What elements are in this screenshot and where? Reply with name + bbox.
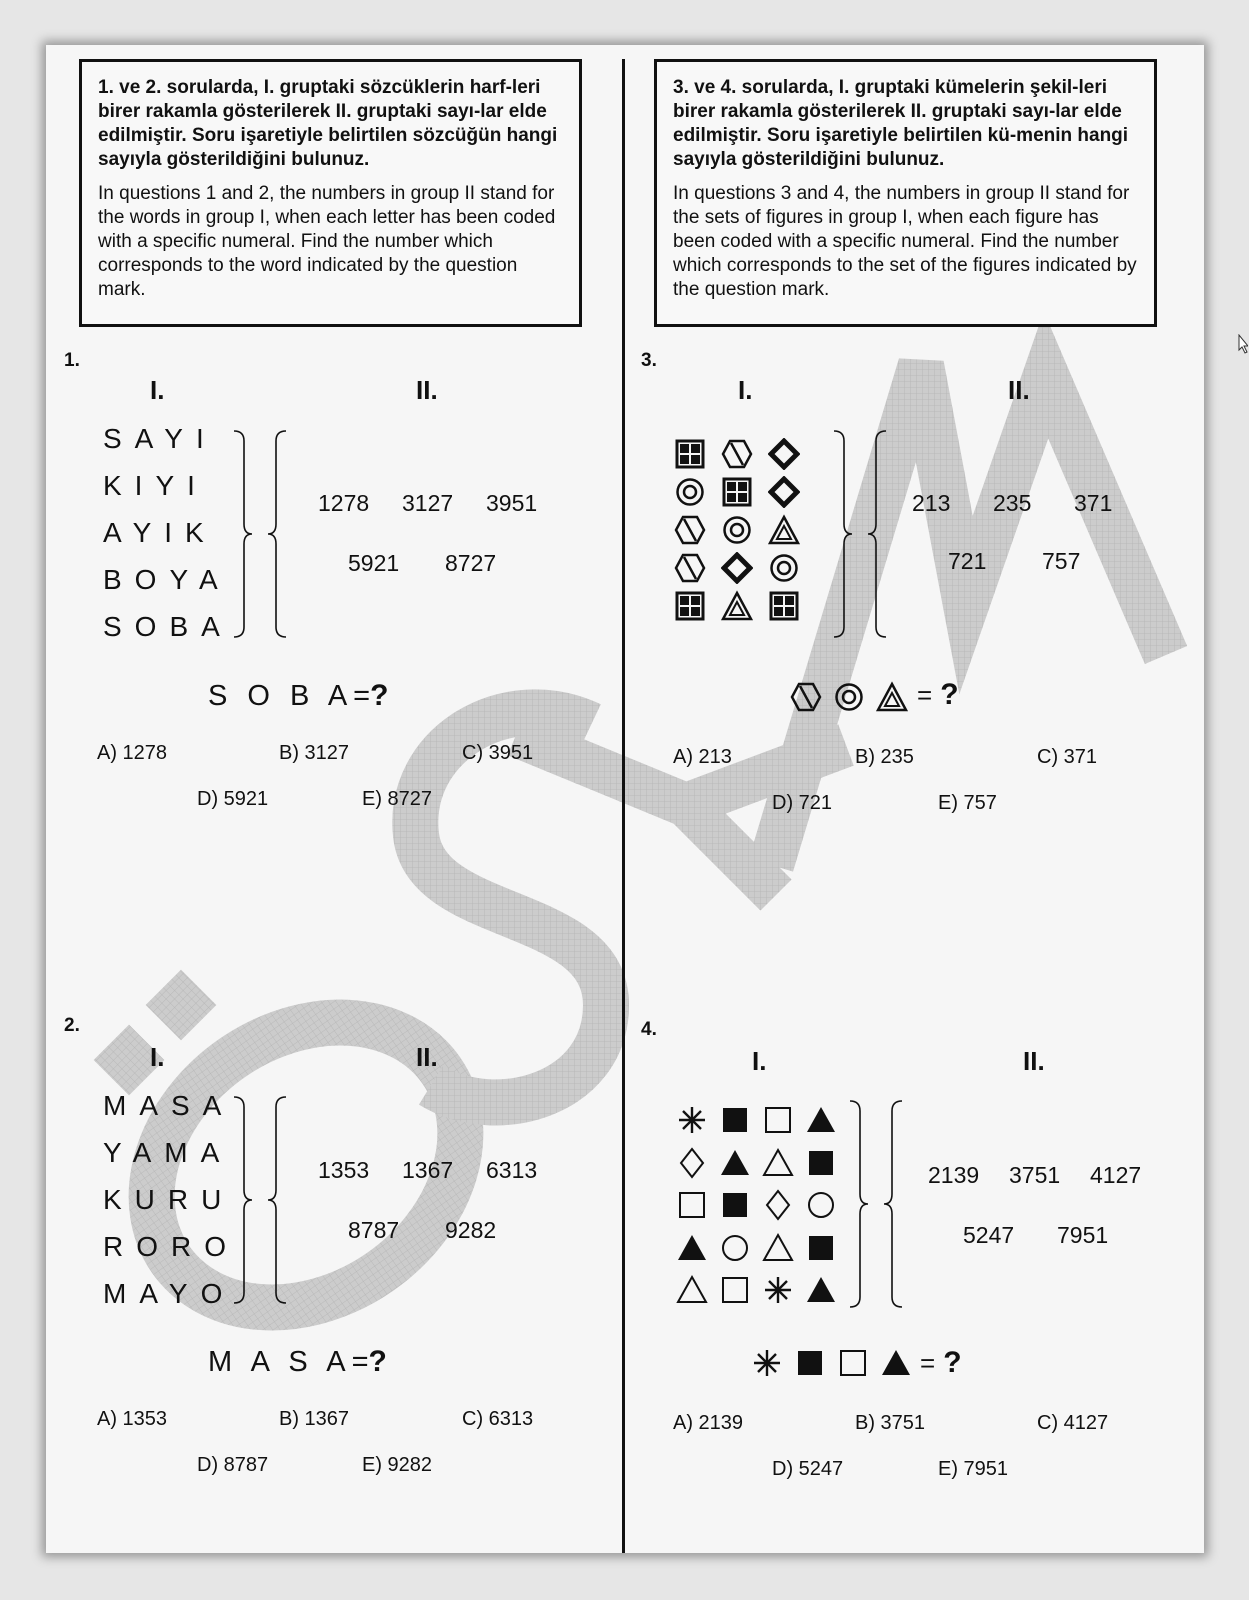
boxed-cross-icon — [674, 590, 706, 622]
q2-question-line — [208, 1345, 387, 1379]
triangle-outline-icon — [762, 1147, 794, 1179]
square-outline-icon — [762, 1104, 794, 1136]
boxed-cross-icon — [721, 476, 753, 508]
q1-equals: = — [353, 680, 371, 712]
q3-group1-heading: I. — [738, 375, 753, 405]
q2-option-d[interactable]: D) 8787 — [197, 1454, 269, 1476]
square-filled-icon — [794, 1347, 826, 1379]
diamond-outline-icon — [762, 1189, 794, 1221]
right-instructions-tr: 3. ve 4. sorularda, I. gruptaki kümelerin şekil-leri birer rakamla gösterilerek II. gruptaki sayı-lar elde edilmiştir. Soru işaretiyle belirtilen kü-menin hangi sayıyla gösterildiğini bulunuz. — [673, 77, 1129, 170]
q1-option-b[interactable]: B) 3127 — [279, 742, 350, 764]
triangle-filled-icon — [719, 1147, 751, 1179]
boxed-cross-icon — [674, 438, 706, 470]
double-circle-icon — [674, 476, 706, 508]
q4-number-value: 3751 — [1009, 1162, 1061, 1188]
q1-question-line — [208, 679, 388, 713]
q2-option-a[interactable]: A) 1353 — [97, 1408, 168, 1430]
double-circle-icon — [768, 552, 800, 584]
q3-number-value: 757 — [1042, 548, 1081, 574]
double-circle-icon — [721, 514, 753, 546]
q4-option-d[interactable]: D) 5247 — [772, 1458, 844, 1480]
triangle-outline-icon — [676, 1274, 708, 1306]
asterisk-icon — [676, 1104, 708, 1136]
q4-option-b[interactable]: B) 3751 — [855, 1412, 926, 1434]
q3-option-d[interactable]: D) 721 — [772, 792, 833, 814]
q4-number-value: 2139 — [928, 1162, 980, 1188]
q1-braces — [230, 429, 290, 639]
diamond-outline-icon — [676, 1147, 708, 1179]
circle-outline-icon — [805, 1189, 837, 1221]
q1-option-c[interactable]: C) 3951 — [462, 742, 534, 764]
q2-braces — [230, 1095, 290, 1305]
q2-number-value: 6313 — [486, 1157, 538, 1183]
q1-number: 1. — [64, 350, 80, 371]
right-instructions-en: In questions 3 and 4, the numbers in group II stand for the sets of figures in group I, when each figure has been coded with a specific numeral. Find the number which corresponds to the set of the figures indicated by the question mark. — [673, 183, 1137, 300]
q1-option-a[interactable]: A) 1278 — [97, 742, 168, 764]
q2-number-value: 1367 — [402, 1157, 454, 1183]
q1-group1-heading: I. — [150, 375, 165, 405]
q2-group2-heading: II. — [416, 1042, 438, 1072]
q1-word: KIYI — [103, 470, 208, 501]
cursor-icon — [1238, 334, 1248, 354]
triangle-filled-icon — [805, 1274, 837, 1306]
boxed-cross-icon — [768, 590, 800, 622]
q1-option-d[interactable]: D) 5921 — [197, 788, 269, 810]
hexagon-slash-icon — [790, 681, 822, 713]
left-instructions-tr: 1. ve 2. sorularda, I. gruptaki sözcüklerin harf-leri birer rakamla gösterilerek II. gruptaki sayı-lar elde edilmiştir. Soru işaretiyle belirtilen sözcüğün hangi sayıyla gösterildiğini bulunuz. — [98, 77, 558, 170]
q2-number: 2. — [64, 1015, 80, 1036]
square-filled-icon — [805, 1147, 837, 1179]
hexagon-slash-icon — [721, 438, 753, 470]
q2-question-mark: ? — [368, 1345, 387, 1378]
q4-number: 4. — [641, 1019, 657, 1040]
q4-number-value: 7951 — [1057, 1222, 1109, 1248]
q4-group2-heading: II. — [1023, 1046, 1045, 1076]
q2-equals: = — [351, 1346, 369, 1378]
q2-number-value: 8787 — [348, 1217, 400, 1243]
hexagon-slash-icon — [674, 514, 706, 546]
hexagon-slash-icon — [674, 552, 706, 584]
q1-number-value: 1278 — [318, 490, 370, 516]
q3-option-a[interactable]: A) 213 — [673, 746, 732, 768]
triangle-double-icon — [876, 681, 908, 713]
q2-number-value: 1353 — [318, 1157, 370, 1183]
q4-number-value: 5247 — [963, 1222, 1015, 1248]
square-outline-icon — [676, 1189, 708, 1221]
square-filled-icon — [805, 1232, 837, 1264]
q4-equals: = — [920, 1348, 936, 1378]
q3-number: 3. — [641, 350, 657, 371]
left-instructions-box — [79, 59, 582, 327]
double-circle-icon — [833, 681, 865, 713]
q1-question-word: S O B A — [208, 680, 354, 712]
diamond-bold-icon — [768, 476, 800, 508]
square-filled-icon — [719, 1104, 751, 1136]
q3-question-tail — [917, 678, 959, 712]
diamond-bold-icon — [768, 438, 800, 470]
q1-word: SAYI — [103, 423, 217, 454]
q1-number-value: 8727 — [445, 550, 497, 576]
triangle-filled-icon — [880, 1347, 912, 1379]
q3-number-value: 721 — [948, 548, 987, 574]
triangle-filled-icon — [676, 1232, 708, 1264]
circle-outline-icon — [719, 1232, 751, 1264]
asterisk-icon — [762, 1274, 794, 1306]
right-instructions-box — [654, 59, 1157, 327]
q4-option-c[interactable]: C) 4127 — [1037, 1412, 1109, 1434]
square-outline-icon — [719, 1274, 751, 1306]
q3-option-b[interactable]: B) 235 — [855, 746, 914, 768]
q3-braces — [830, 429, 890, 639]
q3-equals: = — [917, 680, 933, 710]
triangle-outline-icon — [762, 1232, 794, 1264]
q4-braces — [846, 1099, 906, 1309]
q4-question-tail — [920, 1346, 962, 1380]
q3-number-value: 235 — [993, 490, 1032, 516]
triangle-double-icon — [721, 590, 753, 622]
q3-question-mark: ? — [940, 678, 959, 711]
exam-page — [46, 45, 1204, 1553]
q1-option-e[interactable]: E) 8727 — [362, 788, 433, 810]
q2-word: MASA — [103, 1090, 235, 1121]
q2-word: KURU — [103, 1184, 235, 1215]
q3-group2-heading: II. — [1008, 375, 1030, 405]
q4-group1-heading: I. — [752, 1046, 767, 1076]
q2-word: YAMA — [103, 1137, 233, 1168]
square-filled-icon — [719, 1189, 751, 1221]
q2-group1-heading: I. — [150, 1042, 165, 1072]
q1-number-value: 3951 — [486, 490, 538, 516]
asterisk-icon — [751, 1347, 783, 1379]
q1-question-mark: ? — [370, 679, 389, 712]
diamond-bold-icon — [721, 552, 753, 584]
q3-option-e[interactable]: E) 757 — [938, 792, 997, 814]
q4-number-value: 4127 — [1090, 1162, 1142, 1188]
q1-word: AYIK — [103, 517, 217, 548]
q3-option-c[interactable]: C) 371 — [1037, 746, 1098, 768]
q2-number-value: 9282 — [445, 1217, 497, 1243]
q2-word: MAYO — [103, 1278, 236, 1309]
q3-number-value: 213 — [912, 490, 951, 516]
square-outline-icon — [837, 1347, 869, 1379]
q2-option-e[interactable]: E) 9282 — [362, 1454, 433, 1476]
triangle-double-icon — [768, 514, 800, 546]
column-divider — [622, 59, 625, 1553]
q2-question-word: M A S A — [208, 1346, 352, 1378]
q4-option-a[interactable]: A) 2139 — [673, 1412, 744, 1434]
q2-option-c[interactable]: C) 6313 — [462, 1408, 534, 1430]
q1-word: BOYA — [103, 564, 231, 595]
triangle-filled-icon — [805, 1104, 837, 1136]
q4-option-e[interactable]: E) 7951 — [938, 1458, 1009, 1480]
q1-group2-heading: II. — [416, 375, 438, 405]
q2-option-b[interactable]: B) 1367 — [279, 1408, 350, 1430]
left-instructions-en: In questions 1 and 2, the numbers in group II stand for the words in group I, when each letter has been coded with a specific numeral. Find the number which corresponds to the word indicated by the question mark. — [98, 183, 556, 300]
q1-number-value: 5921 — [348, 550, 400, 576]
q2-word: RORO — [103, 1231, 239, 1262]
q1-number-value: 3127 — [402, 490, 454, 516]
q1-word: SOBA — [103, 611, 233, 642]
q3-number-value: 371 — [1074, 490, 1113, 516]
q4-question-mark: ? — [943, 1346, 962, 1379]
